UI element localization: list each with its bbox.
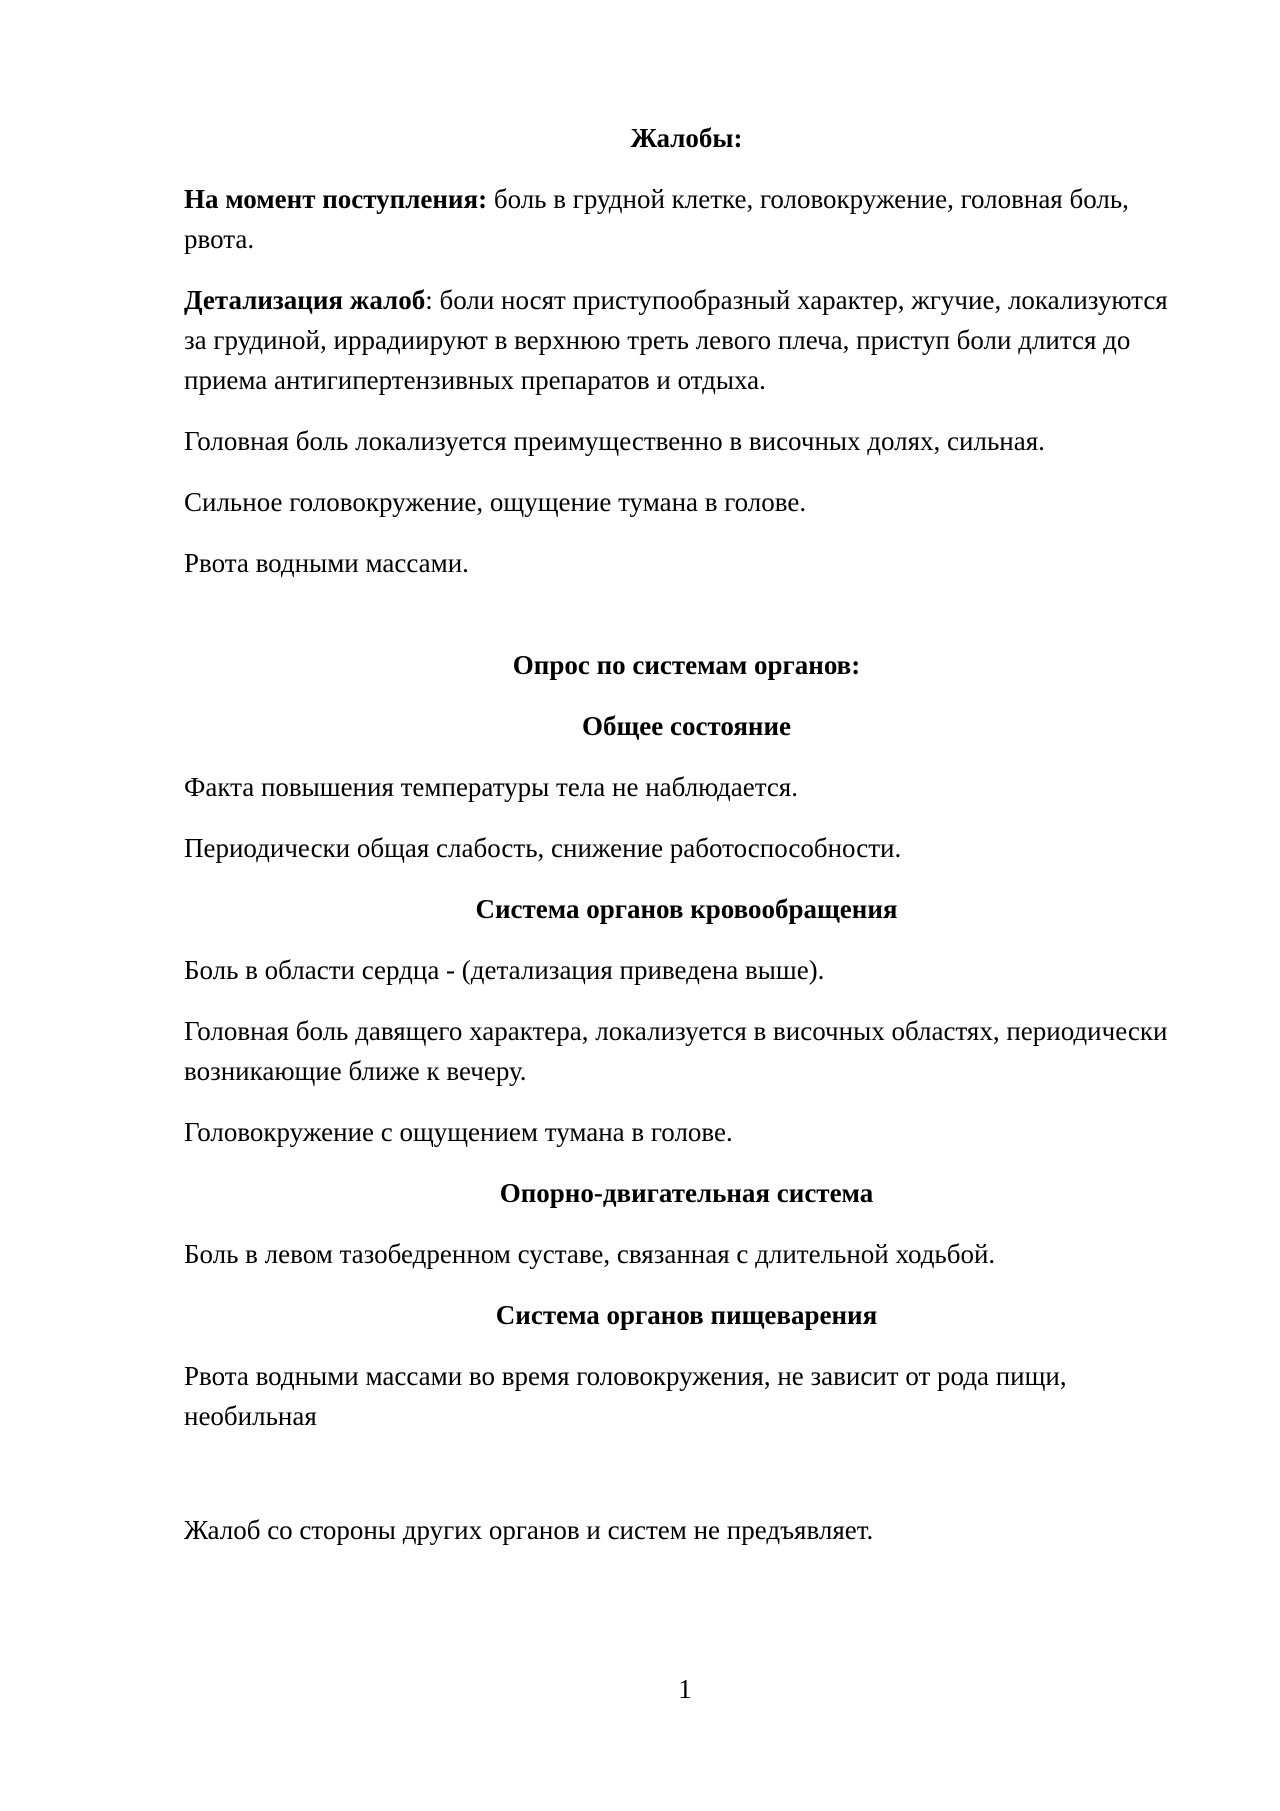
circulatory-paragraph-3: Головокружение с ощущением тумана в голове.: [184, 1117, 733, 1147]
on-admission-paragraph: [184, 179, 1184, 259]
page-number: 1: [678, 1674, 692, 1704]
on-admission-label: На момент поступления:: [184, 184, 488, 214]
details-text: : боли носят приступообразный характер, жгучие, локализуются за грудиной, иррадиируют в верхнюю треть левого плеча, приступ боли длится до приема антигипертензивных препаратов и отдыха.: [184, 285, 1168, 395]
other-systems-paragraph: Жалоб со стороны других органов и систем не предъявляет.: [184, 1515, 874, 1545]
circulatory-paragraph-1: Боль в области сердца - (детализация приведена выше).: [184, 955, 825, 985]
circulatory-heading: Система органов кровообращения: [475, 894, 898, 924]
general-condition-heading: Общее состояние: [581, 711, 792, 741]
survey-heading: Опрос по системам органов:: [512, 650, 861, 680]
details-label: Детализация жалоб: [184, 285, 426, 315]
on-admission-text: боль в грудной клетке, головокружение, головная боль, рвота.: [184, 184, 1129, 254]
circulatory-paragraph-2: Головная боль давящего характера, локализуется в височных областях, периодически возникающие ближе к вечеру.: [184, 1016, 1168, 1086]
document-body: [184, 118, 1184, 1571]
musculoskeletal-paragraph-1: Боль в левом тазобедренном суставе, связанная с длительной ходьбой.: [184, 1239, 996, 1269]
details-paragraph: [184, 280, 1184, 400]
general-paragraph-2: Периодически общая слабость, снижение работоспособности.: [184, 833, 902, 863]
digestive-heading: Система органов пищеварения: [495, 1300, 878, 1330]
complaints-heading: Жалобы:: [630, 123, 743, 153]
digestive-paragraph-1: Рвота водными массами во время головокружения, не зависит от рода пищи, необильная: [184, 1361, 1067, 1431]
musculoskeletal-heading: Опорно-двигательная система: [499, 1178, 874, 1208]
general-paragraph-1: Факта повышения температуры тела не наблюдается.: [184, 772, 798, 802]
headache-paragraph: Головная боль локализуется преимущественно в височных долях, сильная.: [184, 426, 1045, 456]
dizziness-paragraph: Сильное головокружение, ощущение тумана в голове.: [184, 487, 807, 517]
vomiting-paragraph: Рвота водными массами.: [184, 548, 469, 578]
